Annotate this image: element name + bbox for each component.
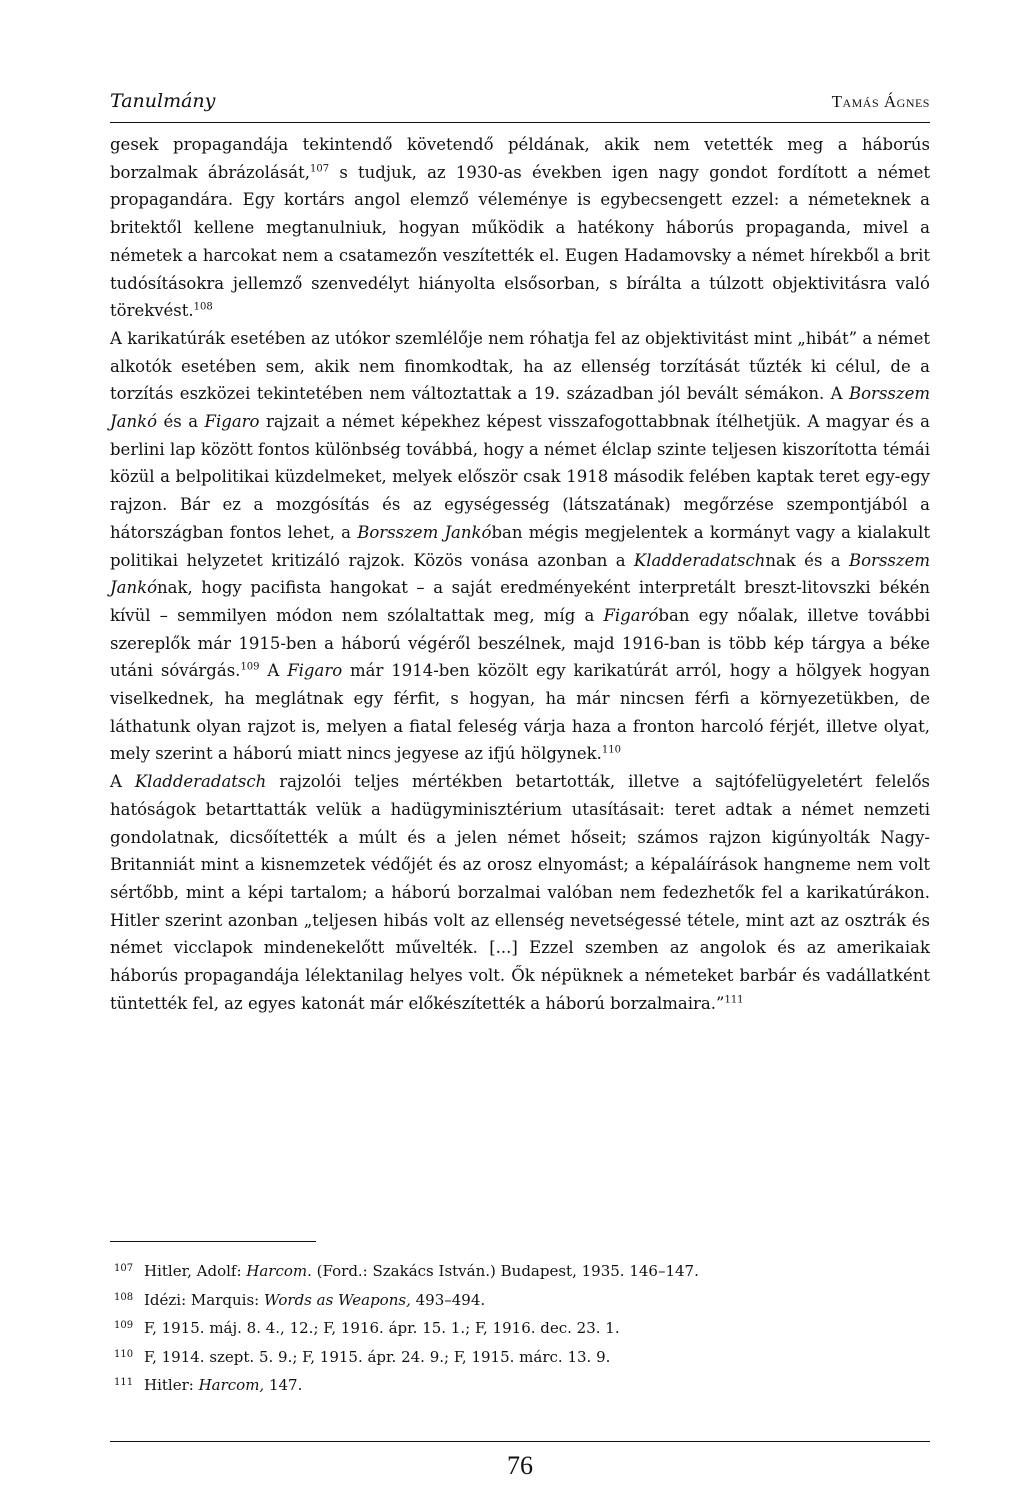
footnote: [114, 1285, 914, 1314]
page-number: 76: [507, 1451, 533, 1480]
footnote-separator: [110, 1241, 316, 1242]
footnote-number: 111: [114, 1377, 134, 1388]
document-page: [110, 0, 930, 1507]
paragraph: [110, 325, 930, 768]
text-run: A: [259, 661, 288, 681]
text-run: gesek propagandája tekintendő követendő példának, akik nem vetették meg a háborús borzalmak ábrázolását,: [110, 135, 930, 182]
italic-title: Harcom,: [198, 1376, 265, 1394]
header-section-title: Tanulmány: [110, 90, 216, 112]
text-run: Hitler, Adolf:: [144, 1262, 247, 1280]
italic-title: Borsszem Jankó: [110, 384, 930, 432]
footnote-number: 107: [114, 1263, 134, 1274]
header-author: Tamás Ágnes: [831, 92, 930, 111]
text-run: F, 1914. szept. 5. 9.; F, 1915. ápr. 24. 9.; F, 1915. márc. 13. 9.: [144, 1347, 611, 1366]
footnote-reference: 109: [240, 661, 260, 673]
text-run: Idézi: Marquis:: [144, 1290, 264, 1309]
text-run: ban egy nőalak, illetve további szereplők már 1915-ben a háború végéről beszélnek, majd 1916-ban is több kép tárgya a béke utáni sóvárgás.: [110, 605, 930, 681]
text-run: 493–494.: [410, 1290, 486, 1309]
running-header: [110, 84, 930, 123]
text-run: F, 1915. máj. 8. 4., 12.; F, 1916. ápr. 15. 1.; F, 1916. dec. 23. 1.: [144, 1319, 620, 1337]
text-run: nak, hogy pacifista hangokat – a saját eredményeként interpretált breszt-litovszki békén kívül – semmilyen módon nem szólaltattak meg, míg a: [110, 578, 930, 625]
italic-title: Borsszem Jankó: [110, 550, 930, 598]
italic-title: Figaro: [204, 412, 260, 432]
paragraph: [110, 768, 930, 1017]
text-run: 147.: [264, 1376, 303, 1394]
text-run: s tudjuk, az 1930-as években igen nagy gondot fordított a német propagandára. Egy kortárs angol elemző véleménye is egybecsengett ezzel: a németeknek a britektől kellene megtanulniuk, hogyan működik a hatékony háborús propaganda, mivel a németek a harcokat nem a csatamezőn veszítették el. Eugen Hadamovsky a német hírekből a brit tudósításokra jellemző szenvedélyt hiányolta elsősorban, s bírálta a túlzott objektivitásra való törekvést.: [110, 162, 930, 321]
footnote-number: 109: [114, 1320, 134, 1331]
text-run: ban mégis megjelentek a kormányt vagy a kialakult politikai helyzetet kritizáló rajzok. Közös vonása azonban a: [110, 522, 931, 570]
italic-title: Figaró: [603, 605, 659, 625]
footnote-number: 108: [114, 1291, 134, 1303]
italic-title: Kladderadatsch: [633, 550, 766, 570]
bottom-rule: [110, 1441, 930, 1442]
text-run: nak és a: [765, 550, 849, 570]
footnote-reference: 110: [601, 744, 621, 756]
italic-title: Figaro: [287, 661, 343, 681]
italic-title: Harcom.: [246, 1262, 312, 1280]
italic-title: Borsszem Jankó: [357, 522, 492, 542]
text-run: A karikatúrák esetében az utókor szemlélője nem róhatja fel az objektivitást mint „hibát” a német alkotók esetében sem, akik nem finomkodtak, ha az ellenség torzítását tűzték ki célul, de a torzítás eszközei tekintetében nem változtattak a 19. században jól bevált sémákon. A: [110, 328, 930, 404]
text-run: A: [110, 772, 135, 792]
footnote: [114, 1370, 914, 1399]
footnote: [114, 1342, 914, 1371]
text-run: Hitler:: [144, 1376, 199, 1394]
footnote-number: 110: [114, 1348, 134, 1360]
italic-title: Kladderadatsch: [134, 772, 267, 792]
footnote-reference: 107: [309, 163, 330, 175]
body-text: [110, 131, 930, 1018]
paragraph: [110, 131, 930, 325]
footnote-reference: 111: [724, 994, 744, 1006]
footnote-reference: 108: [193, 301, 213, 313]
text-run: rajzait a német képekhez képest visszafogottabbnak ítélhetjük. A magyar és a berlini lap között fontos különbség továbbá, hogy a német élclap szinte teljesen kiszorította témái közül a belpolitikai küzdelmeket, melyek először csak 1918 második felében kaptak teret egy-egy rajzon. Bár ez a mozgósítás és az egységesség (látszatának) megőrzése szempontjából a hátországban fontos lehet, a: [110, 412, 930, 542]
text-run: és a: [157, 412, 205, 432]
italic-title: Words as Weapons,: [263, 1290, 411, 1309]
footnote: [114, 1313, 914, 1342]
footnote: [114, 1256, 914, 1285]
footnotes: [114, 1256, 914, 1399]
text-run: rajzolói teljes mértékben betartották, illetve a sajtófelügyeletért felelős hatóságok betarttatták velük a hadügyminisztérium utasításait: teret adtak a német nemzeti gondolatnak, dicsőítették a múlt és a jelen német hőseit; számos rajzon kigúnyolták Nagy-Britanniát mint a kisnemzetek védőjét és az orosz elnyomást; a képaláírások hangneme nem volt sértőbb, mint a képi tartalom; a háború borzalmai valóban nem fedezhetők fel a karikatúrákon. Hitler szerint azonban „teljesen hibás volt az ellenség nevetségessé tétele, mint azt az osztrák és német vicclapok mindenekelőtt művelték. [...] Ezzel szemben az angolok és az amerikaiak háborús propagandája lélektanilag helyes volt. Ők népüknek a németeket barbár és vadállatként tüntették fel, az egyes katonát már előkészítették a háború borzalmaira.”: [110, 772, 930, 1013]
text-run: már 1914-ben közölt egy karikatúrát arról, hogy a hölgyek hogyan viselkednek, ha meglátnak egy férfit, s hogyan, ha már nincsen férfi a környezetükben, de láthatunk olyan rajzot is, melyen a fiatal feleség várja haza a fronton harcoló férjét, illetve olyat, mely szerint a háború miatt nincs jegyese az ifjú hölgynek.: [110, 661, 930, 764]
text-run: (Ford.: Szakács István.) Budapest, 1935. 146–147.: [311, 1262, 699, 1280]
